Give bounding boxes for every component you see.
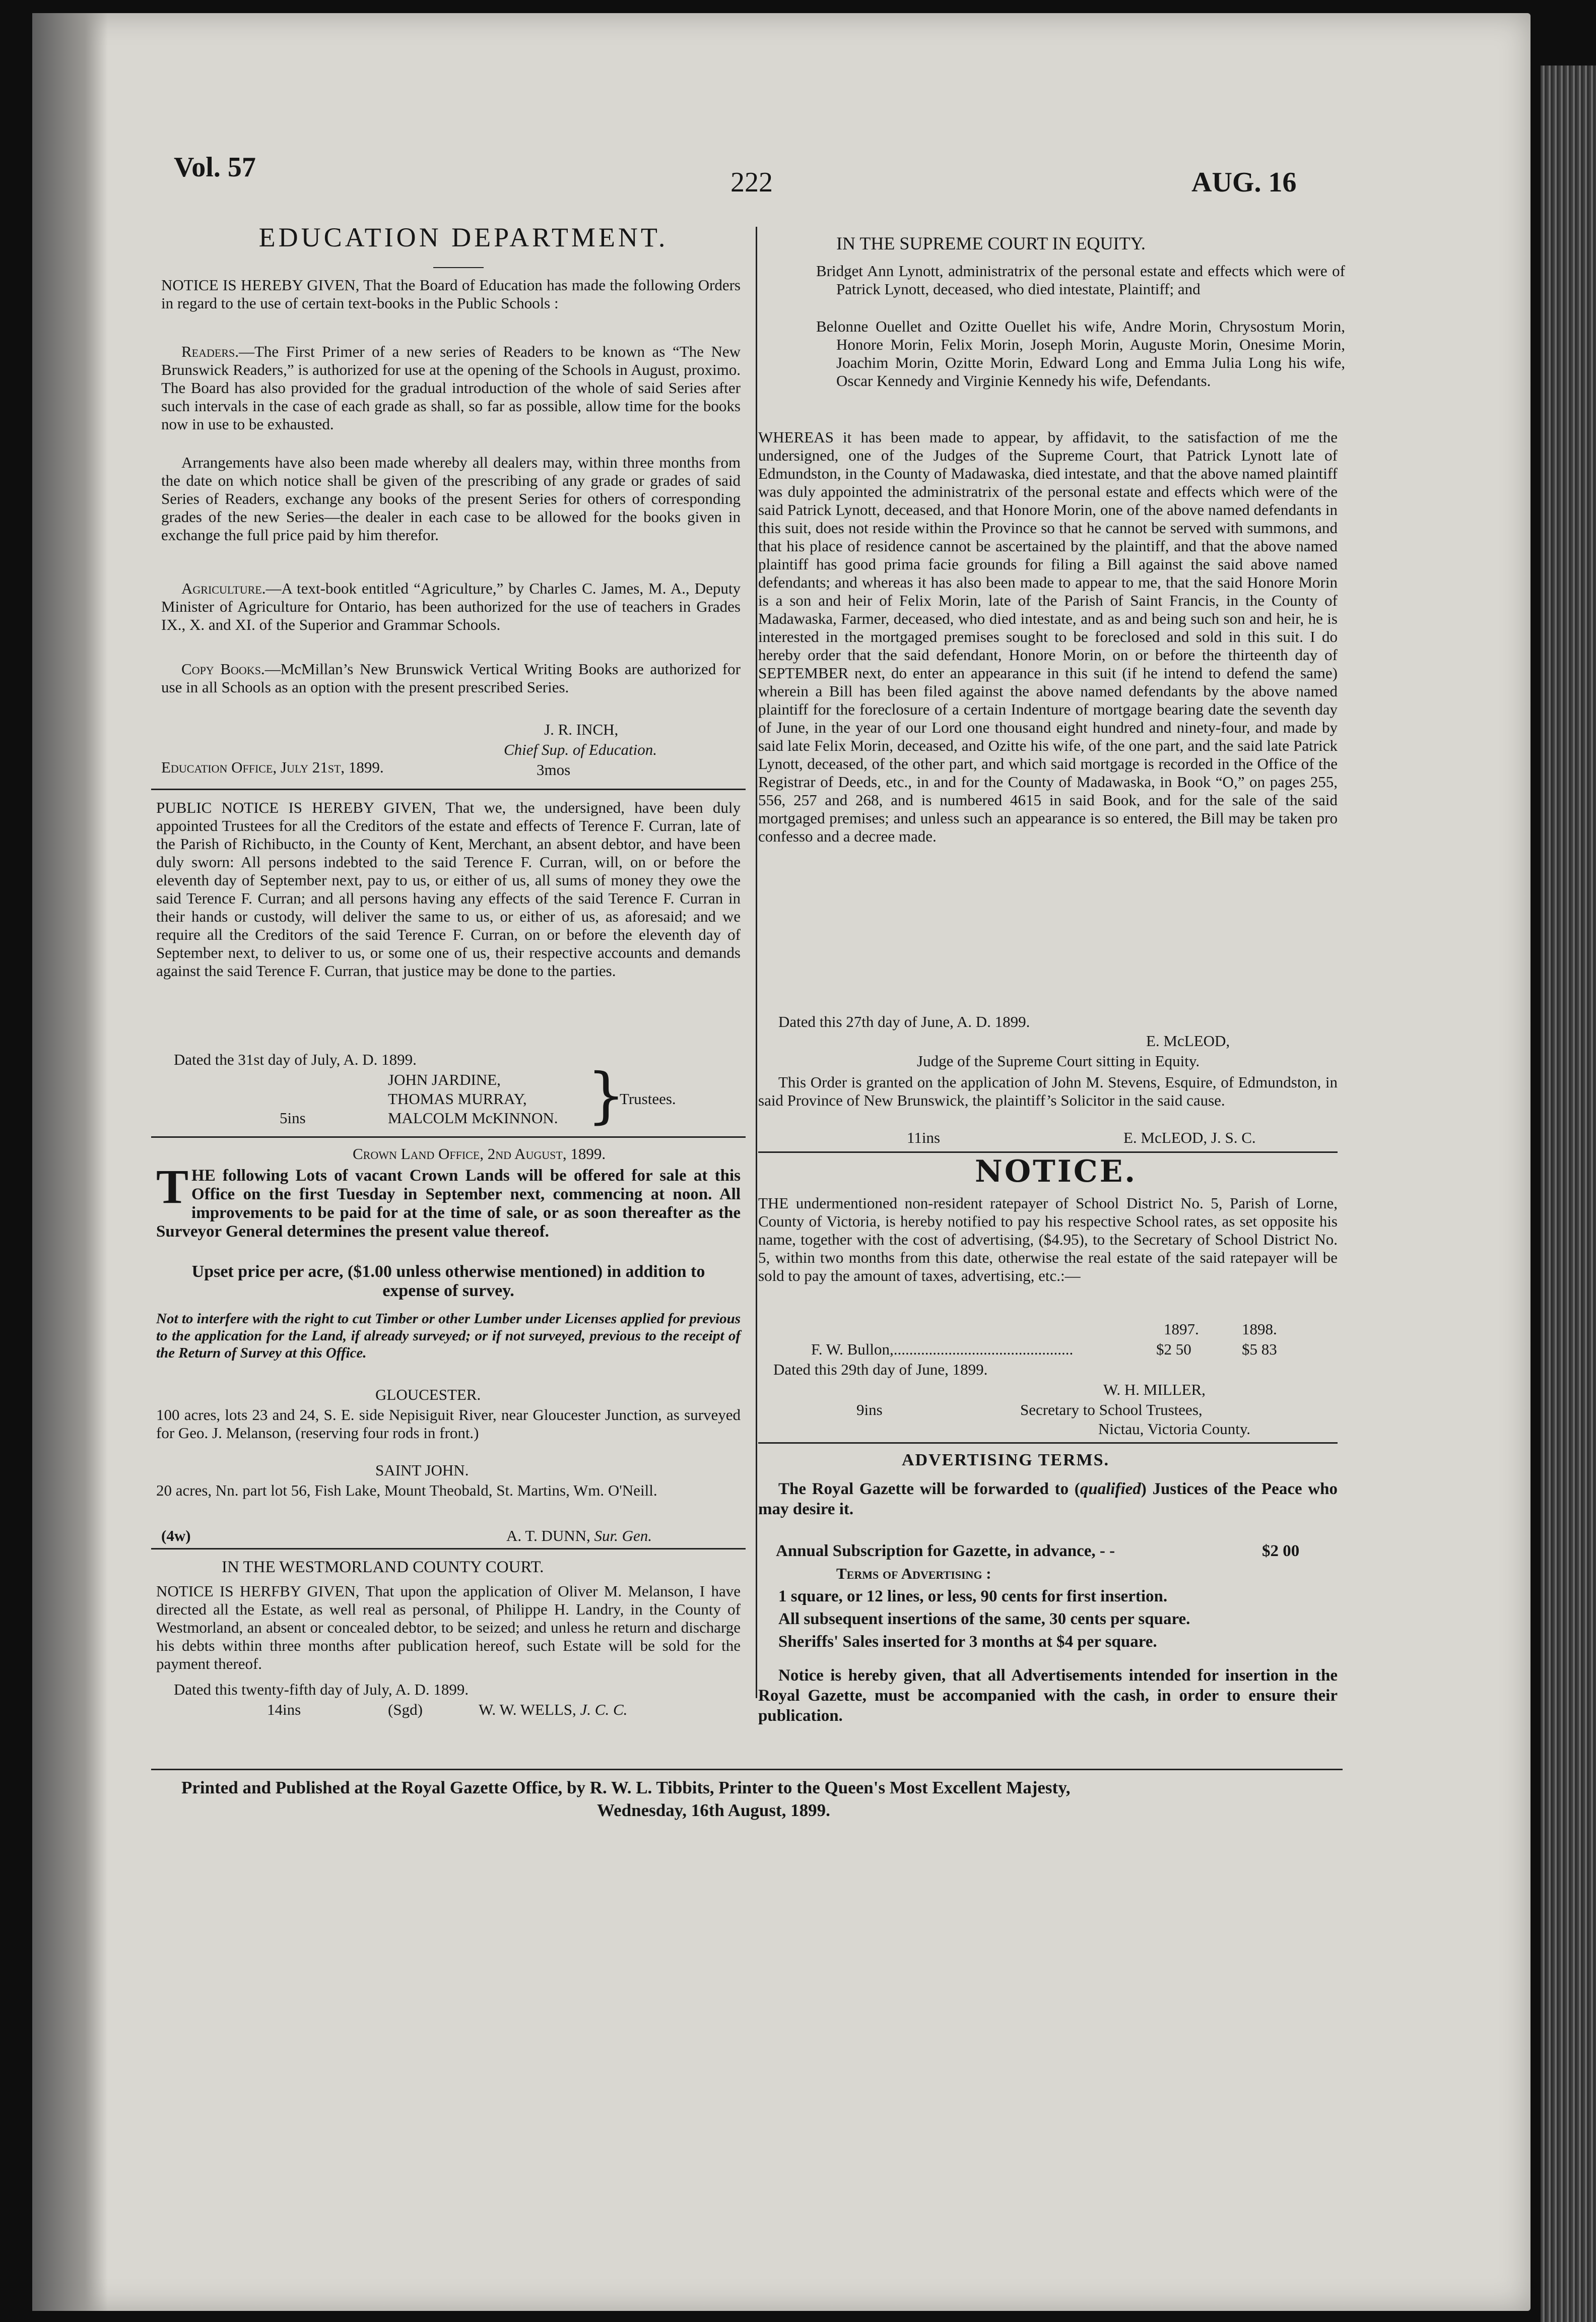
terms-label: Terms of Advertising :	[836, 1565, 991, 1582]
saint-john-text: 20 acres, Nn. part lot 56, Fish Lake, Mount Theobald, St. Martins, Wm. O'Neill.	[156, 1481, 657, 1499]
agriculture-heading: Agriculture.	[181, 579, 266, 597]
term-2: All subsequent insertions of the same, 30 cents per square.	[778, 1610, 1190, 1628]
upset-price: Upset price per acre, ($1.00 unless otherwise mentioned) in addition to expense of survey.	[191, 1262, 705, 1300]
section-rule	[151, 789, 746, 790]
notice-place: Nictau, Victoria County.	[1098, 1420, 1251, 1438]
education-intro: NOTICE IS HEREBY GIVEN, That the Board of Education has made the following Orders in regard to the use of certain text-books in the Public Schools :	[161, 276, 741, 312]
supreme-signer: E. McLEOD,	[1146, 1032, 1230, 1050]
section-rule	[758, 1151, 1338, 1153]
crown-land-text	[156, 1159, 741, 1241]
advertising-title: ADVERTISING TERMS.	[902, 1451, 1110, 1469]
westmorland-signer-name: W. W. WELLS,	[479, 1701, 576, 1718]
notice-term: 9ins	[856, 1401, 883, 1418]
annual-subscription: Annual Subscription for Gazette, in advance, - -	[776, 1542, 1115, 1560]
trustee-3: MALCOLM McKINNON.	[388, 1109, 558, 1127]
advertising-intro-end: ) Justices of the Peace who may desire it.	[758, 1480, 1338, 1518]
crown-land-signer	[506, 1527, 652, 1545]
section-rule	[151, 1548, 746, 1550]
public-notice-term: 5ins	[280, 1109, 306, 1127]
notice-year-2: 1898.	[1242, 1320, 1277, 1338]
page-edges	[1541, 66, 1596, 2322]
education-term: 3mos	[537, 761, 571, 779]
westmorland-signer-title: J. C. C.	[580, 1701, 628, 1718]
supreme-parties-defendants: Belonne Ouellet and Ozitte Ouellet his wife, Andre Morin, Chrysostum Morin, Honore Morin, Felix Morin, Joseph Morin, Auguste Morin, Onesime Morin, Joachim Morin, Ozitte Morin, Edward Long and Emma Julia Long his wife, Oscar Kennedy and Virginie Kennedy his wife, Defendants.	[816, 317, 1345, 390]
readers-text: —The First Primer of a new series of Readers to be known as “The New Brunswick Readers,” is authorized for use at the opening of the Schools in August, proximo. The Board has also provided for the gradual introduction of the whole of said Series after such intervals in the case of each grade as shall, so far as possible, allow time for the books now in use to be exhausted.	[161, 343, 741, 433]
volume-number: Vol. 57	[174, 152, 256, 183]
page-number: 222	[730, 167, 773, 198]
advertising-intro-qualified: qualified	[1080, 1480, 1141, 1498]
subscription-price: $2 00	[1262, 1542, 1300, 1560]
arrangements-paragraph: Arrangements have also been made whereby all dealers may, within three months from the date on which notice shall be given of the prescribing of any grade or grades of said Series of Readers, exchange any books of the present Series for others of corresponding grades of the new Series—the dealer in each case to be allowed for the books given in exchange the full price paid by him therefor.	[161, 454, 741, 544]
agriculture-text: —A text-book entitled “Agriculture,” by Charles C. James, M. A., Deputy Minister of Agriculture for Ontario, has been authorized for the use of teachers in Grades IX., X. and XI. of the Superior and Grammar Schools.	[161, 579, 741, 633]
footer-date: Wednesday, 16th August, 1899.	[597, 1800, 830, 1820]
crown-land-note: Not to interfere with the right to cut Timber or other Lumber under Licenses applied for previous to the application for the Land, if already surveyed; or if not surveyed, previous to the receipt of the Return of Survey at this Office.	[156, 1311, 741, 1361]
copy-books-text: —McMillan’s New Brunswick Vertical Writing Books are authorized for use in all Schools as an option with the present prescribed Series.	[161, 660, 741, 696]
westmorland-title: IN THE WESTMORLAND COUNTY COURT.	[222, 1558, 544, 1576]
copy-books-heading: Copy Books.	[181, 660, 265, 678]
education-title: EDUCATION DEPARTMENT.	[258, 222, 669, 252]
saint-john-heading: SAINT JOHN.	[375, 1461, 469, 1479]
westmorland-text: NOTICE IS HERFBY GIVEN, That upon the application of Oliver M. Melanson, I have directed all the Estate, as well real as personal, of Philippe H. Landry, in the County of Westmorland, an absent or concealed debtor, to be seized; and unless he return and discharge his debts within three months after publication hereof, such Estate will be sold for the payment thereof.	[156, 1582, 741, 1672]
supreme-parties-plaintiff: Bridget Ann Lynott, administratrix of the personal estate and effects which were of Patrick Lynott, deceased, who died intestate, Plaintiff; and	[816, 262, 1345, 298]
trustees-brace: }	[587, 1061, 626, 1131]
term-1: 1 square, or 12 lines, or less, 90 cents for first insertion.	[778, 1587, 1168, 1605]
trustees-label: Trustees.	[620, 1090, 676, 1108]
notice-dated: Dated this 29th day of June, 1899.	[773, 1361, 988, 1378]
crown-land-signer-title: Sur. Gen.	[594, 1527, 652, 1544]
supreme-dated: Dated this 27th day of June, A. D. 1899.	[778, 1013, 1030, 1030]
supreme-court-title: IN THE SUPREME COURT IN EQUITY.	[836, 233, 1146, 253]
supreme-term: 11ins	[907, 1129, 941, 1146]
notice-amount-2: $5 83	[1242, 1340, 1277, 1358]
westmorland-signer	[479, 1701, 627, 1719]
advertising-notice: Notice is hereby given, that all Advertisements intended for insertion in the Royal Gazette, must be accompanied with the cash, in order to ensure their publication.	[758, 1666, 1338, 1725]
education-signer: J. R. INCH,	[544, 721, 619, 738]
term-3: Sheriffs' Sales inserted for 3 months at $4 per square.	[778, 1633, 1157, 1651]
agriculture-paragraph	[161, 579, 741, 634]
short-rule	[433, 267, 484, 268]
westmorland-sgd: (Sgd)	[388, 1701, 423, 1718]
footer-printer: Printed and Published at the Royal Gazette Office, by R. W. L. Tibbits, Printer to the Queen's Most Excellent Majesty,	[181, 1778, 1071, 1797]
footer-rule	[151, 1769, 1343, 1770]
education-signer-title: Chief Sup. of Education.	[504, 741, 657, 758]
notice-title: NOTICE.	[975, 1154, 1138, 1189]
public-notice-text: PUBLIC NOTICE IS HEREBY GIVEN, That we, the undersigned, have been duly appointed Trustees for all the Creditors of the estate and effects of Terence F. Curran, late of the Parish of Richibucto, in the County of Kent, Merchant, an absent debtor, and have been duly sworn: All persons indebted to the said Terence F. Curran, will, on or before the eleventh day of September next, pay to us, or either of us, all sums of money they owe the said Terence F. Curran; and all persons having any effects of the said Terence F. Curran in their hands or custody, will deliver the same to us, or either of us, as aforesaid; and we require all the Creditors of the said Terence F. Curran, on or before the eleventh day of September next, to deliver to us, or some one of us, their respective accounts and demands against the said Terence F. Curran, that justice may be done to the parties.	[156, 799, 741, 980]
readers-paragraph	[161, 343, 741, 433]
notice-text: THE undermentioned non-resident ratepayer of School District No. 5, Parish of Lorne, County of Victoria, is hereby notified to pay his respective School rates, as set opposite his name, together with the cost of advertising, ($4.95), to the Secretary of School District No. 5, within two months from this date, otherwise the real estate of the said ratepayer will be sold to pay the amount of taxes, advertising, etc.:—	[758, 1194, 1338, 1284]
westmorland-dated: Dated this twenty-fifth day of July, A. D. 1899.	[174, 1681, 469, 1698]
westmorland-term: 14ins	[267, 1701, 301, 1718]
gloucester-text: 100 acres, lots 23 and 24, S. E. side Nepisiguit River, near Gloucester Junction, as surveyed for Geo. J. Melanson, (reserving four rods in front.)	[156, 1406, 741, 1442]
crown-land-signer-name: A. T. DUNN,	[506, 1527, 590, 1544]
notice-signer: W. H. MILLER,	[1103, 1381, 1206, 1398]
trustee-2: THOMAS MURRAY,	[388, 1090, 527, 1108]
crown-land-office: Crown Land Office, 2nd August, 1899.	[353, 1145, 606, 1163]
trustee-1: JOHN JARDINE,	[388, 1071, 501, 1088]
readers-heading: Readers.	[181, 343, 239, 360]
section-rule	[758, 1442, 1338, 1444]
crown-land-body: HE following Lots of vacant Crown Lands will be offered for sale at this Office on the first Tuesday in September next, commencing at noon. All improvements to be paid for at the time of sale, or as soon thereafter as the Surveyor General determines the present value thereof.	[156, 1167, 741, 1241]
column-divider	[756, 227, 757, 1698]
notice-ratepayer: F. W. Bullon,..............................................	[811, 1340, 1074, 1358]
supreme-court-text: WHEREAS it has been made to appear, by affidavit, to the satisfaction of me the undersigned, one of the Judges of the Supreme Court, that Patrick Lynott late of Edmundston, in the County of Madawaska, died intestate, and that the above named plaintiff was duly appointed the administratrix of the personal estate and effects which were of the said Patrick Lynott, deceased, and that Honore Morin, one of the above named defendants in this suit, does not reside within the Province so that he cannot be served with summons, and that his place of residence cannot be ascertained by the plaintiff, and that the above named plaintiff has good prima facie grounds for filing a Bill against the said above named defendants; and whereas it has also been made to appear to me, that the said Honore Morin is a son and heir of Felix Morin, late of the Parish of Saint Francis, in the County of Madawaska, Farmer, deceased, who died intestate, and as and being such son and heir, he is interested in the mortgaged premises sought to be foreclosed and sold in this suit. I do hereby order that the said defendant, Honore Morin, on or before the thirteenth day of SEPTEMBER next, do enter an appearance in this suit (if he intend to defend the same) wherein a Bill has been filed against the above named defendants by the above named plaintiff for the foreclosure of a certain Indenture of mortgage bearing date the seventh day of June, in the year of our Lord one thousand eight hundred and ninety-four, and made by said late Felix Morin, deceased, and Ozitte his wife, of the one part, and the said late Patrick Lynott, deceased, of the other part, and which said mortgage is recorded in the Office of the Registrar of Deeds, etc., in and for the County of Madawaska, in Book “O,” on pages 255, 556, 257 and 268, and is numbered 4615 in said Book, and for the sale of the said mortgaged premises; and unless such an appearance is so entered, the Bill may be taken pro confesso and a decree made.	[758, 428, 1338, 845]
advertising-intro	[758, 1479, 1338, 1519]
supreme-signer-2: E. McLEOD, J. S. C.	[1123, 1129, 1256, 1146]
notice-year-1: 1897.	[1164, 1320, 1199, 1338]
public-notice-dated: Dated the 31st day of July, A. D. 1899.	[174, 1051, 417, 1068]
book-spine-shadow	[32, 13, 108, 2311]
advertising-intro-start: The Royal Gazette will be forwarded to (	[778, 1480, 1080, 1498]
supreme-signer-title: Judge of the Supreme Court sitting in Equity.	[917, 1052, 1200, 1070]
gloucester-heading: GLOUCESTER.	[375, 1386, 481, 1403]
supreme-order: This Order is granted on the application of John M. Stevens, Esquire, of Edmundston, in said Province of New Brunswick, the plaintiff’s Solicitor in the said cause.	[758, 1073, 1338, 1109]
issue-date: AUG. 16	[1191, 167, 1297, 198]
notice-secretary: Secretary to School Trustees,	[1020, 1401, 1203, 1418]
section-rule	[151, 1136, 746, 1138]
education-office-date: Education Office, July 21st, 1899.	[161, 758, 384, 776]
dropcap-letter: T	[156, 1159, 189, 1213]
crown-land-term: (4w)	[161, 1527, 191, 1544]
copy-books-paragraph	[161, 660, 741, 696]
notice-amount-1: $2 50	[1156, 1340, 1191, 1358]
